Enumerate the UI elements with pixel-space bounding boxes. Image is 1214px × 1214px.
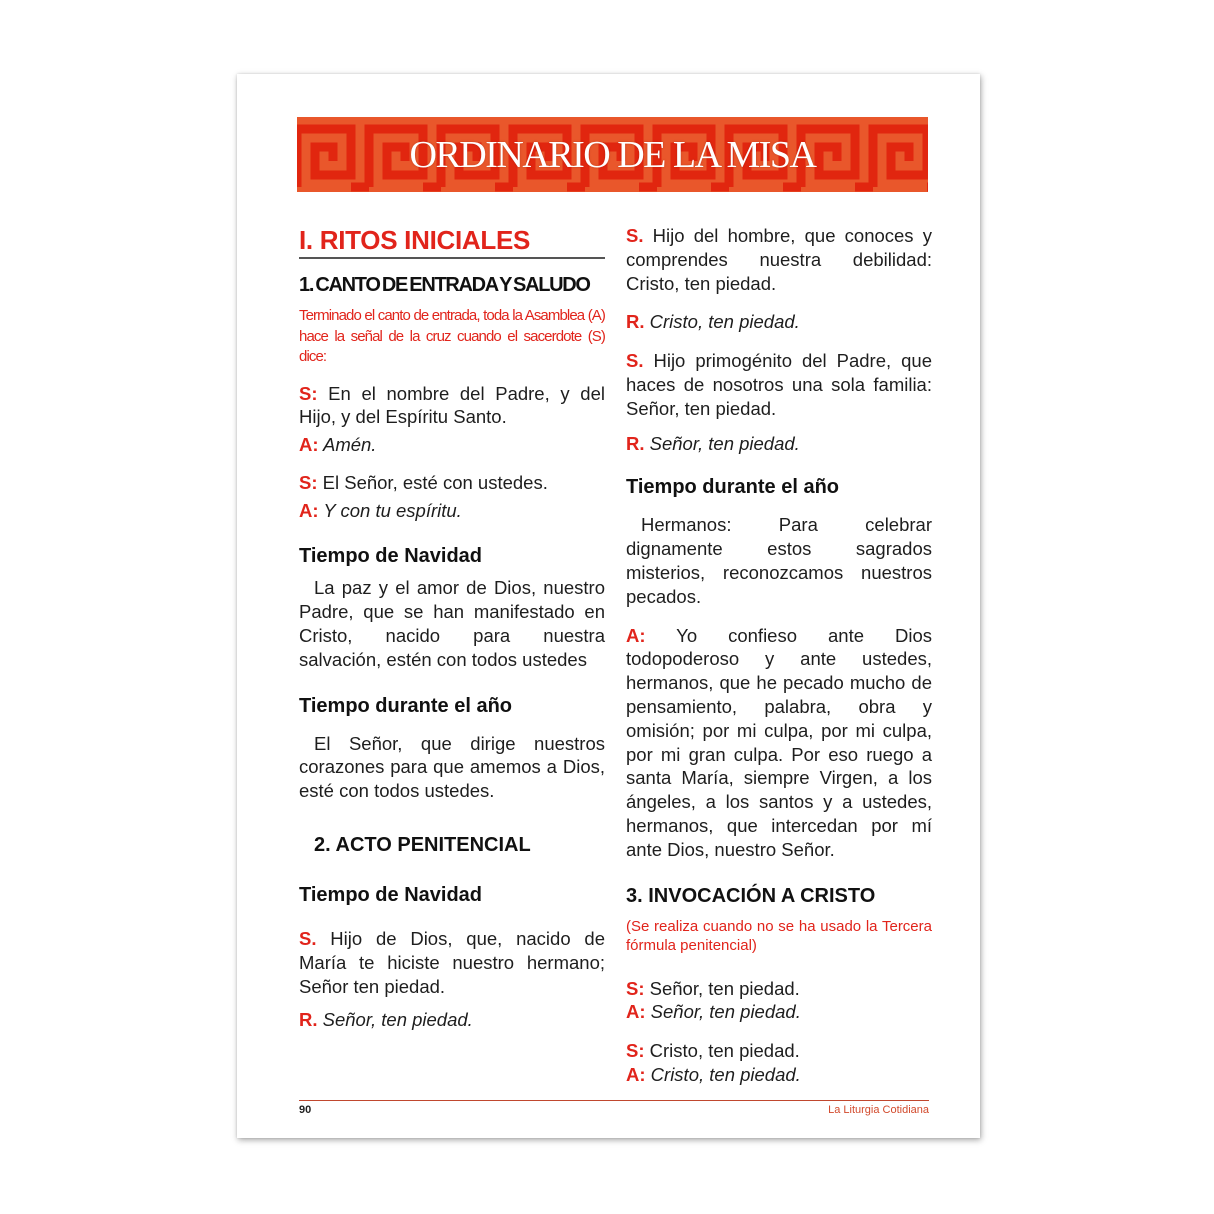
speaker-label: S.	[626, 225, 644, 246]
page-number: 90	[299, 1104, 312, 1116]
left-column	[299, 222, 605, 1032]
title-banner	[297, 117, 928, 192]
dialog-line	[299, 433, 605, 457]
dialog-line	[626, 977, 932, 1001]
dialog-text: Amén.	[318, 434, 377, 456]
dialog-line	[626, 432, 932, 456]
speaker-label: A:	[299, 434, 319, 456]
dialog-line	[626, 349, 932, 420]
dialog-text: Yo confieso ante Dios todopoderoso y ante ustedes, hermanos, que he pecado mucho de pensamiento, palabra, obra y omisión; por mi culpa, por mi culpa, por mi gran culpa. Por eso ruego a santa María, siempre Virgen, a los ángeles, a los santos y a ustedes, hermanos, que intercedan por mí ante Dios, nuestro Señor.	[626, 624, 932, 860]
speaker-label: R.	[626, 311, 645, 333]
speaker-label: S.	[626, 350, 644, 372]
subsection-heading: 2. ACTO PENITENCIAL	[314, 834, 531, 857]
confiteor	[626, 624, 932, 862]
dialog-text: Señor, ten piedad.	[644, 432, 800, 454]
dialog-text: Cristo, ten piedad.	[644, 311, 800, 333]
dialog-line	[299, 927, 605, 998]
section-title: I. RITOS INICIALES	[299, 225, 605, 259]
navidad-heading: Tiempo de Navidad	[299, 545, 483, 568]
speaker-label: S:	[626, 1040, 645, 1062]
dialog-line	[299, 382, 605, 430]
speaker-label: A:	[626, 1001, 646, 1023]
rubric-text: Terminado el canto de entrada, toda la Asamblea (A) hace la señal de la cruz cuando el sacerdote (S) dice:	[299, 307, 605, 365]
dialog-line	[626, 224, 932, 295]
rubric-text: (Se realiza cuando no se ha usado la Tercera fórmula penitencial)	[626, 917, 932, 954]
speaker-label: A:	[626, 624, 646, 646]
ano-invitation: Hermanos: Para celebrar dignamente estos sagrados misterios, reconozcamos nuestros pecados.	[626, 514, 932, 607]
right-column	[626, 224, 932, 1087]
dialog-line	[299, 499, 605, 523]
dialog-text: Cristo, ten piedad.	[644, 1040, 800, 1062]
page-title: ORDINARIO DE LA MISA	[409, 133, 816, 176]
navidad-greeting: La paz y el amor de Dios, nuestro Padre, que se han manifestado en Cristo, nacido para nuestra salvación, estén con todos ustedes	[299, 577, 605, 670]
dialog-text: Señor, ten piedad.	[644, 977, 800, 999]
dialog-text: Hijo del hombre, que conoces y comprendes nuestra debilidad: Cristo, ten piedad.	[626, 225, 932, 294]
subsection-heading: 3. INVOCACIÓN A CRISTO	[626, 884, 876, 907]
ano-greeting: El Señor, que dirige nuestros corazones para que amemos a Dios, esté con todos ustedes.	[299, 732, 605, 802]
speaker-label: S:	[299, 382, 318, 404]
speaker-label: A:	[299, 499, 319, 521]
publication-name: La Liturgia Cotidiana	[828, 1104, 929, 1116]
dialog-text: Hijo de Dios, que, nacido de María te hiciste nuestro hermano; Señor ten piedad.	[299, 928, 605, 997]
dialog-line	[626, 1000, 932, 1024]
speaker-label: S.	[299, 928, 317, 950]
dialog-text: Hijo primogénito del Padre, que haces de nosotros una sola familia: Señor, ten piedad.	[626, 350, 932, 419]
dialog-line	[299, 1008, 605, 1032]
dialog-text: En el nombre del Padre, y del Hijo, y del Espíritu Santo.	[299, 382, 605, 428]
dialog-text: Cristo, ten piedad.	[645, 1063, 801, 1085]
dialog-text: El Señor, esté con ustedes.	[317, 471, 548, 493]
dialog-line	[299, 471, 605, 495]
speaker-label: A:	[626, 1063, 646, 1085]
dialog-text: Señor, ten piedad.	[317, 1009, 473, 1031]
subsection-heading: 1. CANTO DE ENTRADA Y SALUDO	[299, 274, 590, 296]
dialog-line	[626, 310, 932, 334]
page-footer	[299, 1100, 929, 1116]
speaker-label: S:	[626, 977, 645, 999]
dialog-text: Señor, ten piedad.	[645, 1001, 801, 1023]
ano-heading: Tiempo durante el año	[626, 476, 839, 499]
speaker-label: R.	[299, 1009, 318, 1031]
ano-heading: Tiempo durante el año	[299, 694, 512, 717]
navidad-heading: Tiempo de Navidad	[299, 884, 483, 907]
speaker-label: R.	[626, 432, 645, 454]
speaker-label: S:	[299, 471, 318, 493]
dialog-line	[626, 1063, 932, 1087]
dialog-text: Y con tu espíritu.	[318, 499, 462, 521]
book-page	[237, 74, 980, 1138]
dialog-line	[626, 1039, 932, 1063]
